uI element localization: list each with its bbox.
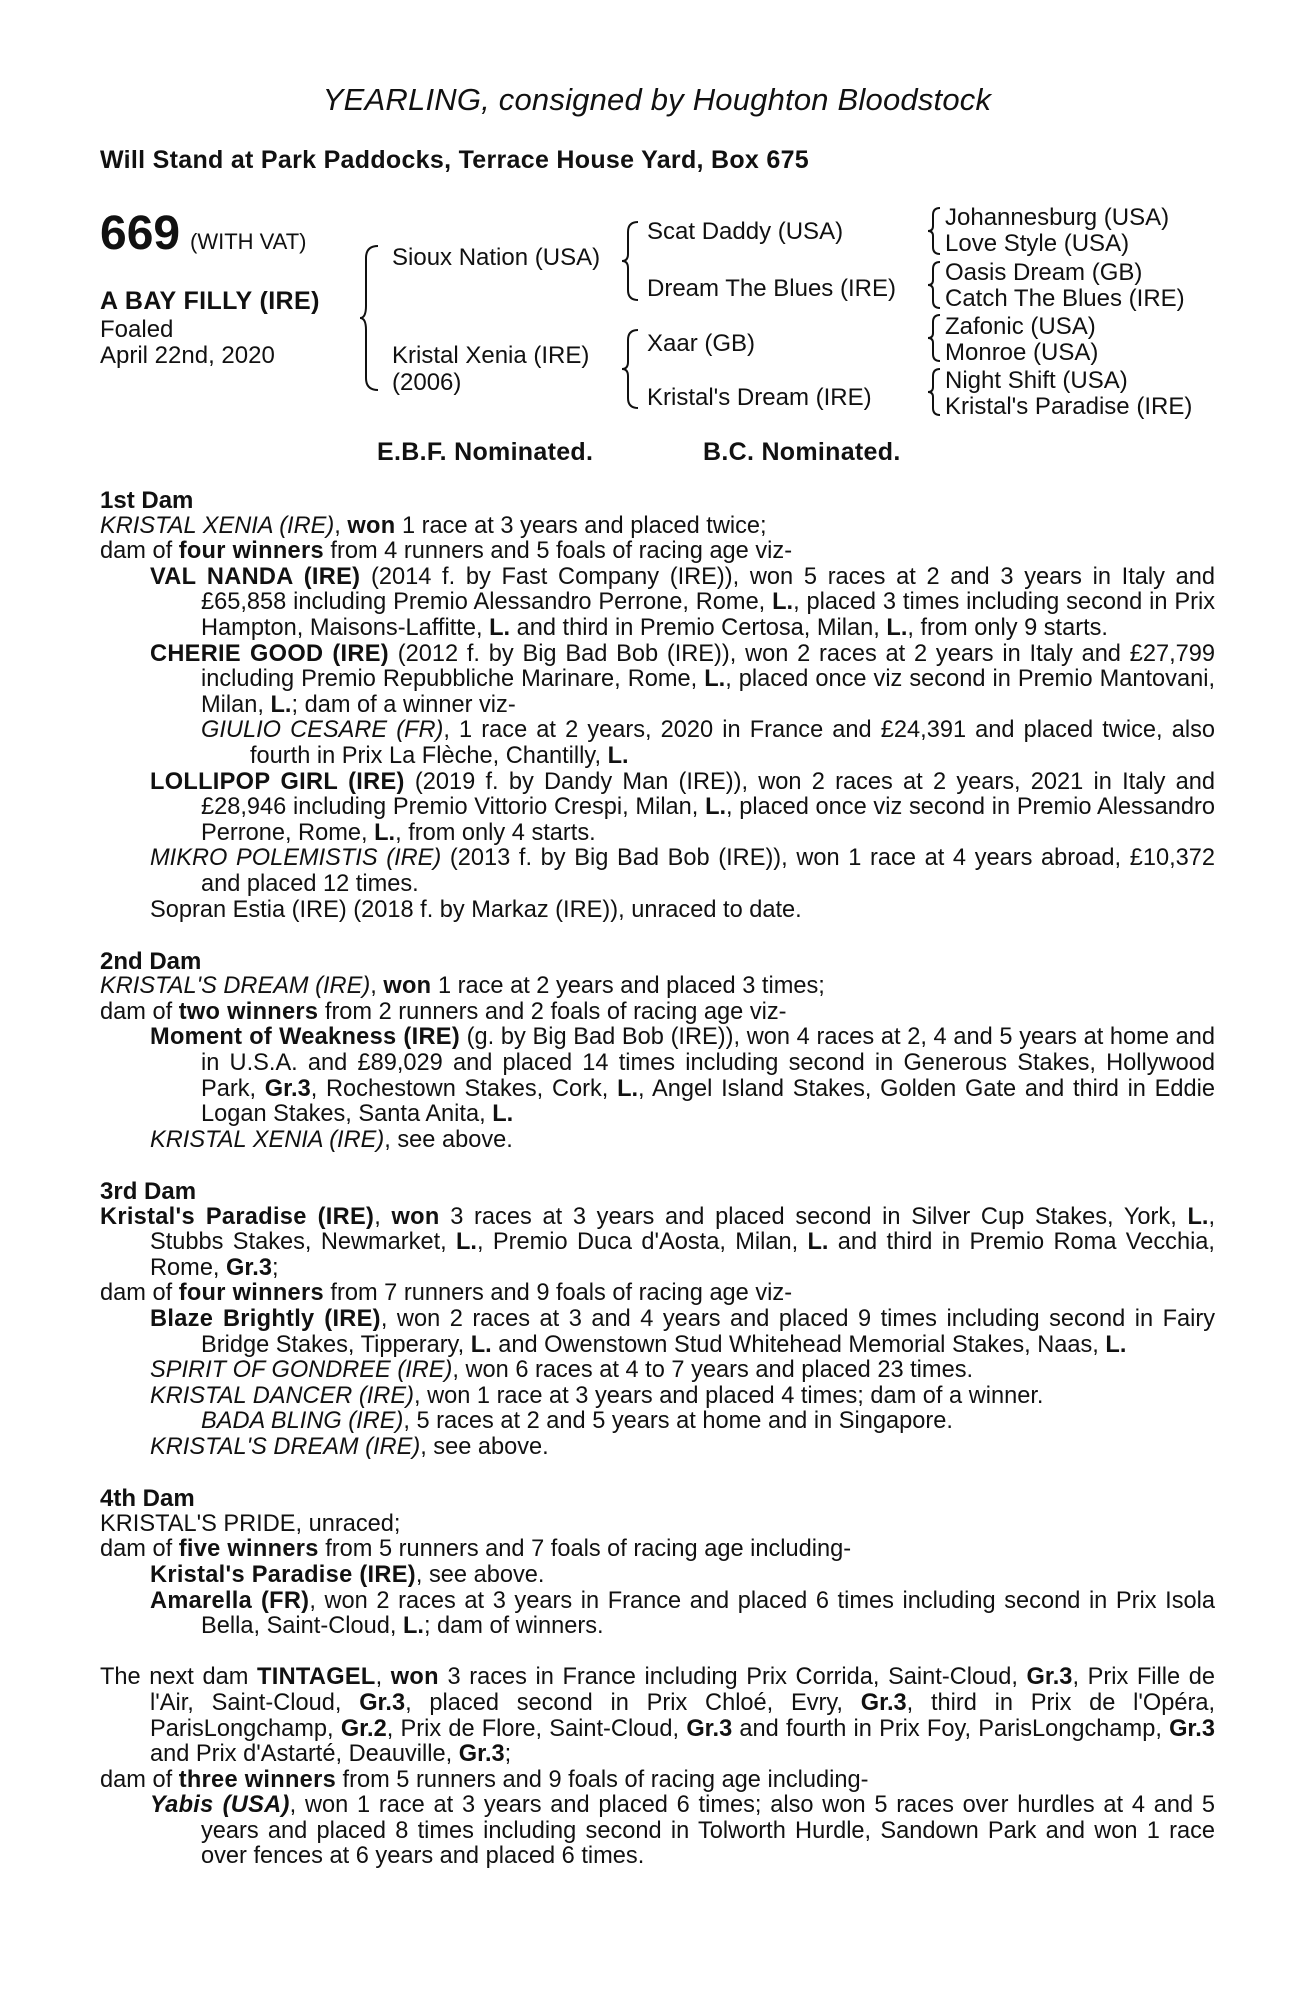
- entry-text: 3 races in France including Prix Corrida, Saint-Cloud,: [438, 1664, 1027, 1691]
- pedigree-g3: Oasis Dream (GB): [945, 259, 1143, 286]
- entry-text: , see above.: [415, 1561, 545, 1588]
- vat-note: (WITH VAT): [190, 229, 307, 254]
- entry-text: , placed once viz second in Premio Alessandro Perrone, Rome,: [201, 794, 1215, 846]
- pedigree-g7: Night Shift (USA): [945, 367, 1128, 394]
- horse-name: Amarella (FR): [150, 1587, 310, 1614]
- pedigree-brace-dam: [620, 328, 642, 410]
- won-word: won: [391, 1203, 440, 1230]
- entry-text: , won 6 races at 4 to 7 years and placed 23 times.: [452, 1357, 974, 1384]
- entry-text: and fourth in Prix Foy, ParisLongchamp,: [732, 1715, 1170, 1742]
- entry-text: ; dam of a winner viz-: [291, 691, 516, 718]
- produce-rest: from 5 runners and 7 foals of racing age including-: [318, 1536, 852, 1563]
- listed-mark: L.: [456, 1229, 477, 1256]
- entry-text: , see above.: [384, 1126, 513, 1153]
- entry-text: , Stubbs Stakes, Newmarket,: [150, 1203, 1215, 1256]
- entry-text: , won 2 races at 3 and 4 years and placed 9 times including second in Fairy Bridge Stakes, Tipperary,: [201, 1306, 1216, 1358]
- winners-count: three winners: [178, 1766, 336, 1793]
- produce-lead: dam of: [100, 538, 179, 565]
- won-word: won: [383, 973, 432, 1000]
- stand-location: Will Stand at Park Paddocks, Terrace House Yard, Box 675: [100, 146, 809, 174]
- first-dam-title: 1st Dam: [100, 487, 194, 514]
- bc-nominated: B.C. Nominated.: [703, 438, 901, 466]
- winners-count: four winners: [178, 1280, 324, 1307]
- horse-name: CHERIE GOOD (IRE): [150, 640, 389, 667]
- pedigree-brace-g1: [926, 206, 942, 256]
- produce-entry: [100, 1589, 1215, 1640]
- entry-text: , won 2 races at 3 years in France and placed 6 times including second in Prix Isola Bella, Saint-Cloud,: [201, 1587, 1215, 1640]
- produce-lead: dam of: [100, 998, 179, 1025]
- entry-text: and third in Premio Roma Vecchia, Rome,: [150, 1229, 1215, 1281]
- pedigree-dam-year: (2006): [392, 369, 462, 396]
- entry-text: Sopran Estia (IRE) (2018 f. by Markaz (IRE)), unraced to date.: [150, 896, 802, 923]
- third-dam-produce: [100, 1281, 1215, 1307]
- horse-name: Yabis (USA): [150, 1792, 290, 1819]
- produce-entry: [100, 1384, 1215, 1410]
- race-summary: 1 race at 3 years and placed twice;: [395, 512, 767, 539]
- listed-mark: L.: [492, 1101, 514, 1128]
- listed-mark: L.: [886, 614, 908, 641]
- entry-text: , see above.: [420, 1433, 549, 1460]
- second-dam-line: [100, 974, 1215, 1000]
- fourth-dam-produce: [100, 1537, 1215, 1563]
- punct: ,: [370, 973, 384, 1000]
- produce-entry: [100, 1128, 1215, 1154]
- entry-text: , third in Prix de l'Opéra, ParisLongchamp,: [150, 1689, 1216, 1742]
- entry-text: , from only 9 starts.: [907, 614, 1108, 641]
- produce-entry: [100, 1563, 1215, 1589]
- pedigree-g8: Kristal's Paradise (IRE): [945, 393, 1193, 420]
- pedigree-dam-sire: Xaar (GB): [647, 330, 756, 357]
- pedigree-g4: Catch The Blues (IRE): [945, 285, 1185, 312]
- entry-text: , Premio Duca d'Aosta, Milan,: [476, 1229, 808, 1256]
- first-dam-name: KRISTAL XENIA (IRE): [100, 512, 335, 539]
- listed-mark: L.: [617, 1075, 639, 1102]
- winners-count: four winners: [178, 538, 324, 565]
- second-dam-name: KRISTAL'S DREAM (IRE): [100, 973, 371, 1000]
- group-mark: Gr.3: [686, 1715, 733, 1742]
- group-mark: Gr.3: [1026, 1664, 1073, 1691]
- entry-text: (2013 f. by Big Bad Bob (IRE)), won 1 race at 4 years abroad, £10,372 and placed 12 times.: [201, 845, 1215, 897]
- entry-text: ;: [271, 1254, 279, 1281]
- produce-entry: [100, 1307, 1215, 1358]
- winners-count: five winners: [178, 1536, 319, 1563]
- group-mark: Gr.3: [860, 1689, 907, 1716]
- horse-name: Kristal's Paradise (IRE): [150, 1561, 416, 1588]
- produce-rest: from 7 runners and 9 foals of racing age viz-: [323, 1280, 793, 1307]
- third-dam-title: 3rd Dam: [100, 1178, 197, 1206]
- second-dam-title: 2nd Dam: [100, 947, 202, 975]
- entry-text: The next dam: [100, 1664, 257, 1691]
- pedigree-dam-dam: Kristal's Dream (IRE): [647, 384, 872, 411]
- listed-mark: L.: [489, 614, 511, 641]
- entry-text: (2019 f. by Dandy Man (IRE)), won 2 races at 2 years, 2021 in Italy and £28,946 including Premio Vittorio Crespi, Milan,: [201, 768, 1215, 821]
- pedigree-sire-dam: Dream The Blues (IRE): [647, 275, 896, 302]
- pedigree-g1: Johannesburg (USA): [945, 204, 1170, 231]
- pedigree-g2: Love Style (USA): [945, 230, 1130, 257]
- pedigree-brace-g2: [926, 260, 942, 310]
- listed-mark: L.: [1187, 1203, 1209, 1230]
- horse-name: LOLLIPOP GIRL (IRE): [150, 768, 405, 795]
- produce-entry: [100, 770, 1215, 847]
- pedigree-sire-sire: Scat Daddy (USA): [647, 218, 844, 245]
- listed-mark: L.: [374, 819, 396, 846]
- entry-text: , placed 3 times including second in Prix Hampton, Maisons-Laffitte,: [201, 589, 1215, 641]
- first-dam-line: [100, 514, 1215, 540]
- pedigree-brace-g3: [926, 313, 942, 363]
- entry-text: , Rochestown Stakes, Cork,: [310, 1075, 618, 1102]
- entry-text: , placed second in Prix Chloé, Evry,: [405, 1689, 861, 1716]
- produce-lead: dam of: [100, 1280, 179, 1307]
- entry-text: , Angel Island Stakes, Golden Gate and third in Eddie Logan Stakes, Santa Anita,: [201, 1075, 1215, 1128]
- produce-rest: from 2 runners and 2 foals of racing age viz-: [318, 998, 787, 1025]
- punct: ,: [375, 1664, 391, 1691]
- section-gap: [100, 923, 1215, 949]
- fourth-dam-title: 4th Dam: [100, 1485, 195, 1513]
- produce-entry: [100, 1358, 1215, 1384]
- horse-name: BADA BLING (IRE): [201, 1408, 404, 1435]
- entry-text: , Prix de Flore, Saint-Cloud,: [386, 1715, 687, 1742]
- produce-lead: dam of: [100, 1766, 179, 1793]
- foaled-date: April 22nd, 2020: [100, 342, 275, 369]
- produce-entry: [100, 565, 1215, 642]
- section-gap: [100, 1153, 1215, 1179]
- entry-text: , won 1 race at 3 years and placed 6 times; also won 5 races over hurdles at 4 and 5 years and placed 8 times including second in Tolworth Hurdle, Sandown Park and won 1 race over fences at 6 years and placed 6 times.: [201, 1792, 1215, 1870]
- produce-subentry: [100, 718, 1215, 769]
- group-mark: Gr.3: [264, 1075, 311, 1102]
- produce-entry: [100, 1793, 1215, 1870]
- entry-text: , from only 4 starts.: [395, 819, 596, 846]
- entry-text: and third in Premio Certosa, Milan,: [510, 614, 887, 641]
- second-dam-produce: [100, 1000, 1215, 1026]
- listed-mark: L.: [607, 742, 629, 769]
- won-word: won: [390, 1664, 439, 1691]
- horse-name: MIKRO POLEMISTIS (IRE): [150, 845, 442, 872]
- group-mark: Gr.3: [458, 1741, 505, 1768]
- entry-text: 3 races at 3 years and placed second in Silver Cup Stakes, York,: [439, 1203, 1188, 1230]
- produce-entry: [100, 898, 1215, 924]
- group-mark: Gr.3: [1169, 1715, 1215, 1742]
- next-dam-produce: [100, 1768, 1215, 1794]
- horse-name: Moment of Weakness (IRE): [150, 1024, 460, 1051]
- produce-rest: from 5 runners and 9 foals of racing age including-: [336, 1766, 869, 1793]
- pedigree-dam: Kristal Xenia (IRE): [392, 342, 590, 369]
- listed-mark: L.: [270, 691, 292, 718]
- produce-record: [100, 488, 1215, 1870]
- produce-entry: [100, 1435, 1215, 1461]
- listed-mark: L.: [1105, 1331, 1127, 1358]
- entry-text: ; dam of winners.: [423, 1613, 604, 1640]
- produce-subentry: [100, 1409, 1215, 1435]
- listed-mark: L.: [807, 1229, 829, 1256]
- next-dam-name: TINTAGEL: [257, 1664, 376, 1691]
- produce-lead: dam of: [100, 1536, 179, 1563]
- group-mark: Gr.3: [359, 1689, 406, 1716]
- entry-text: , Prix Fille de l'Air, Saint-Cloud,: [150, 1664, 1215, 1716]
- produce-entry: [100, 846, 1215, 897]
- page-heading: YEARLING, consigned by Houghton Bloodstock: [322, 82, 992, 117]
- entry-text: , placed once viz second in Premio Mantovani, Milan,: [201, 666, 1216, 718]
- horse-name: VAL NANDA (IRE): [150, 563, 361, 590]
- lot-title: A BAY FILLY (IRE): [100, 287, 320, 315]
- pedigree-g6: Monroe (USA): [945, 339, 1099, 366]
- entry-text: and Owenstown Stud Whitehead Memorial Stakes, Naas,: [491, 1331, 1106, 1358]
- listed-mark: L.: [402, 1613, 424, 1640]
- pedigree-brace-sire: [620, 220, 642, 302]
- fourth-dam-line: KRISTAL'S PRIDE, unraced;: [100, 1510, 401, 1537]
- entry-text: and Prix d'Astarté, Deauville,: [150, 1741, 459, 1768]
- third-dam-line: [100, 1205, 1215, 1282]
- punct: ,: [374, 1203, 392, 1230]
- pedigree-brace-main: [358, 244, 384, 392]
- section-gap: [100, 1640, 1215, 1666]
- pedigree-g5: Zafonic (USA): [945, 313, 1096, 340]
- produce-rest: from 4 runners and 5 foals of racing age viz-: [323, 538, 793, 565]
- first-dam-produce: [100, 539, 1215, 565]
- entry-text: (2014 f. by Fast Company (IRE)), won 5 races at 2 and 3 years in Italy and £65,858 including Premio Alessandro Perrone, Rome,: [201, 563, 1215, 616]
- entry-text: , 5 races at 2 and 5 years at home and in Singapore.: [403, 1408, 953, 1435]
- horse-name: GIULIO CESARE (FR): [201, 717, 444, 744]
- section-gap: [100, 1461, 1215, 1487]
- pedigree-sire: Sioux Nation (USA): [392, 244, 601, 271]
- foaled-label: Foaled: [100, 316, 174, 343]
- listed-mark: L.: [772, 589, 794, 616]
- winners-count: two winners: [178, 998, 319, 1025]
- listed-mark: L.: [704, 666, 726, 693]
- group-mark: Gr.3: [226, 1254, 272, 1281]
- race-summary: 1 race at 2 years and placed 3 times;: [431, 973, 825, 1000]
- listed-mark: L.: [470, 1331, 492, 1358]
- won-word: won: [347, 512, 396, 539]
- next-dam-line: [100, 1665, 1215, 1767]
- produce-entry: [100, 1025, 1215, 1127]
- entry-text: (g. by Big Bad Bob (IRE)), won 4 races at 2, 4 and 5 years at home and in U.S.A. and £89,029 and placed 14 times including second in Generous Stakes, Hollywood Park,: [201, 1024, 1215, 1102]
- produce-entry: [100, 642, 1215, 719]
- listed-mark: L.: [705, 794, 727, 821]
- horse-name: SPIRIT OF GONDREE (IRE): [150, 1357, 453, 1384]
- lot-number: 669: [100, 207, 181, 260]
- third-dam-name: Kristal's Paradise (IRE): [100, 1203, 375, 1230]
- entry-text: ;: [504, 1741, 512, 1768]
- horse-name: KRISTAL XENIA (IRE): [150, 1126, 385, 1153]
- group-mark: Gr.2: [340, 1715, 387, 1742]
- horse-name: KRISTAL DANCER (IRE): [150, 1382, 414, 1409]
- entry-text: , won 1 race at 3 years and placed 4 times; dam of a winner.: [413, 1382, 1044, 1409]
- punct: ,: [334, 512, 348, 539]
- entry-text: (2012 f. by Big Bad Bob (IRE)), won 2 races at 2 years in Italy and £27,799 including Premio Repubbliche Marinare, Rome,: [201, 640, 1215, 693]
- pedigree-brace-g4: [926, 367, 942, 417]
- ebf-nominated: E.B.F. Nominated.: [377, 438, 594, 466]
- horse-name: KRISTAL'S DREAM (IRE): [150, 1433, 421, 1460]
- entry-text: , 1 race at 2 years, 2020 in France and £24,391 and placed twice, also fourth in Prix La Flèche, Chantilly,: [250, 717, 1215, 769]
- horse-name: Blaze Brightly (IRE): [150, 1306, 381, 1332]
